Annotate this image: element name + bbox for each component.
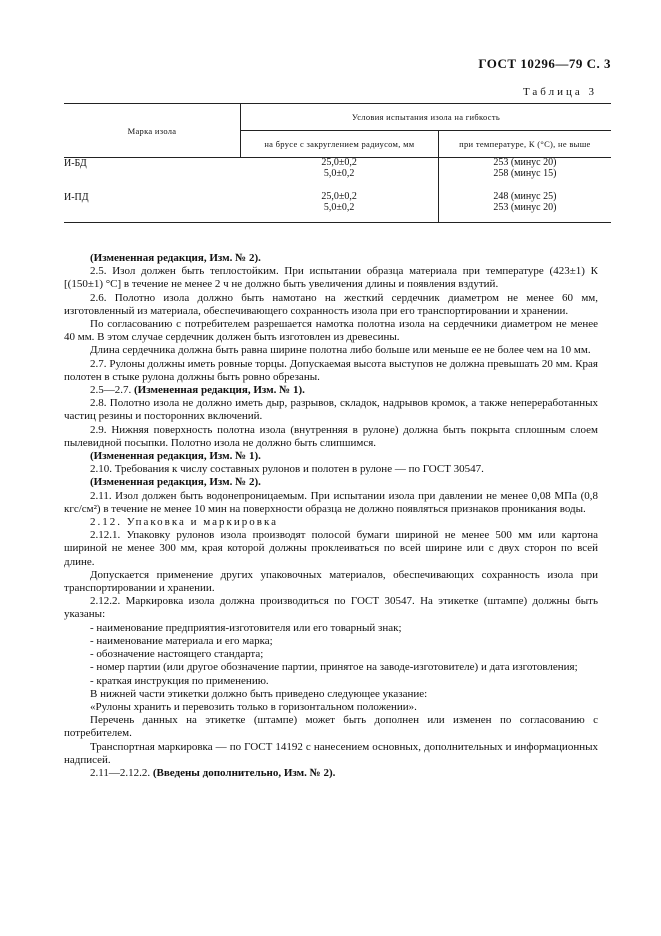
amendment-note: (Измененная редакция, Изм. № 1). bbox=[90, 450, 261, 463]
paragraph: 2.9. Нижняя поверхность полотна изола (внутренняя в рулоне) должна быть покрыта сплошным слоем пылевидной посыпки. Полотно изола не должно быть слипшимся. bbox=[64, 423, 598, 449]
col-header-temperature: при температуре, К (°С), не выше bbox=[438, 131, 611, 158]
paragraph: По согласованию с потребителем разрешается намотка полотна изола на сердечники диаметром не менее 40 мм. В этом случае сердечник должен быть изготовлен из древесины. bbox=[64, 318, 598, 344]
list-item: - обозначение настоящего стандарта; bbox=[90, 648, 264, 661]
paragraph: 2.7. Рулоны должны иметь ровные торцы. Допускаемая высота выступов не должна превышать 20 мм. Края полотен в стыке рулона должны быть ровно обрезаны. bbox=[64, 357, 598, 383]
paragraph: 2.11. Изол должен быть водонепроницаемым. При испытании изола при давлении не менее 0,08 МПа (0,8 кгс/см²) в течение не менее 10 мин на поверхности образца не должно появляться признаков проникания воды. bbox=[64, 489, 598, 515]
paragraph: 2.10. Требования к числу составных рулонов и полотен в рулоне — по ГОСТ 30547. bbox=[90, 463, 484, 476]
cell-value: 253 (минус 20) bbox=[493, 157, 557, 168]
paragraph: 2.6. Полотно изола должно быть намотано на жесткий сердечник диаметром не менее 60 мм, изготовленный из материала, обеспечивающего сохранность изола при его транспортировании и хранении. bbox=[64, 291, 598, 317]
paragraph: 2.12.2. Маркировка изола должна производиться по ГОСТ 30547. На этикетке (штампе) должны быть указаны: bbox=[64, 595, 598, 621]
list-item: - наименование материала и его марка; bbox=[90, 634, 273, 647]
col-header-conditions: Условия испытания изола на гибкость bbox=[241, 104, 612, 131]
cell-temperature bbox=[438, 192, 611, 223]
page-header: ГОСТ 10296—79 С. 3 bbox=[478, 56, 611, 71]
amendment-note: (Измененная редакция, Изм. № 1). bbox=[134, 384, 305, 397]
paragraph bbox=[64, 767, 598, 780]
col-header-grade: Марка изола bbox=[64, 104, 241, 158]
paragraph: Допускается применение других упаковочных материалов, обеспечивающих сохранность изола при транспортировании и хранении. bbox=[64, 568, 598, 595]
clause-range: 2.11—2.12.2. bbox=[90, 766, 153, 779]
paragraph: Транспортная маркировка — по ГОСТ 14192 с нанесением основных, дополнительных и информационных надписей. bbox=[64, 740, 598, 766]
section-heading: 2.12. Упаковка и маркировка bbox=[90, 516, 279, 529]
paragraph bbox=[64, 384, 598, 397]
table-label: Таблица 3 bbox=[522, 86, 597, 98]
paragraph: «Рулоны хранить и перевозить только в горизонтальном положении». bbox=[90, 700, 417, 713]
cell-value: 25,0±0,2 bbox=[321, 191, 357, 202]
cell-value: 25,0±0,2 bbox=[321, 157, 357, 168]
cell-temperature bbox=[438, 158, 611, 193]
paragraph: Длина сердечника должна быть равна ширине полотна либо больше или меньше ее не более чем на 10 мм. bbox=[90, 344, 591, 357]
cell-value: 253 (минус 20) bbox=[493, 201, 557, 213]
table-row bbox=[64, 158, 611, 193]
cell-radius bbox=[241, 158, 439, 193]
cell-value: 5,0±0,2 bbox=[323, 201, 355, 213]
cell-value: 248 (минус 25) bbox=[493, 191, 557, 202]
list-item: - номер партии (или другое обозначение партии, принятое на заводе-изготовителе) и дата изготовления; bbox=[90, 661, 578, 674]
paragraph: 2.5. Изол должен быть теплостойким. При испытании образца материала при температуре (423±1) К [(150±1) °С] в течение не менее 2 ч не должно быть увеличения длины и появления вздутий. bbox=[64, 265, 598, 291]
clause-range: 2.5—2.7. bbox=[90, 384, 134, 397]
cell-value: 5,0±0,2 bbox=[323, 167, 355, 179]
col-header-radius: на брусе с закруглением радиусом, мм bbox=[241, 131, 439, 158]
table-row bbox=[64, 192, 611, 223]
amendment-note: (Измененная редакция, Изм. № 2). bbox=[90, 252, 261, 264]
paragraph: В нижней части этикетки должно быть приведено следующее указание: bbox=[90, 687, 428, 700]
amendment-note: (Введены дополнительно, Изм. № 2). bbox=[152, 766, 336, 779]
cell-grade: И-БД bbox=[64, 158, 87, 169]
flex-test-table bbox=[64, 103, 611, 223]
list-item: - наименование предприятия-изготовителя или его товарный знак; bbox=[90, 621, 402, 634]
paragraph: 2.12.1. Упаковку рулонов изола производят полосой бумаги шириной не менее 500 мм или картона шириной не менее 300 мм, края которой должны проклеиваться по всей ширине или с двух сторон по всей длине. bbox=[64, 529, 598, 568]
amendment-note: (Измененная редакция, Изм. № 2). bbox=[90, 476, 261, 489]
list-item: - краткая инструкция по применению. bbox=[90, 674, 269, 687]
cell-value: 258 (минус 15) bbox=[493, 167, 557, 179]
paragraph: 2.8. Полотно изола не должно иметь дыр, разрывов, складок, надрывов кромок, а также непереработанных частиц резины и посторонних включений. bbox=[64, 397, 598, 423]
cell-radius bbox=[241, 192, 439, 223]
document-body bbox=[64, 252, 598, 780]
paragraph: Перечень данных на этикетке (штампе) может быть дополнен или изменен по согласованию с потребителем. bbox=[64, 714, 598, 740]
cell-grade: И-ПД bbox=[64, 192, 241, 223]
